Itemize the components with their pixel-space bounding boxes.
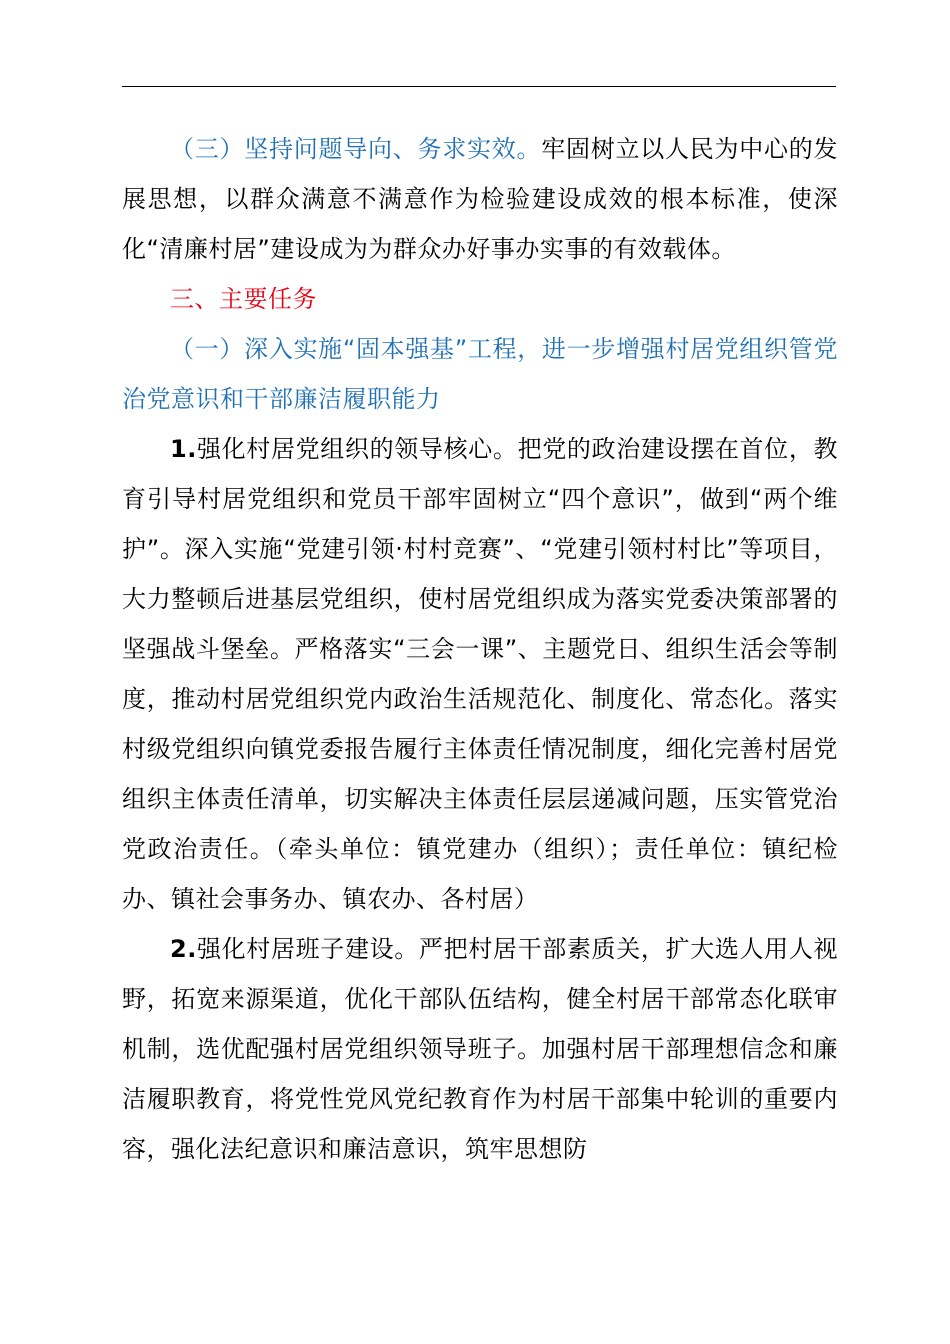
- section-heading-main-tasks: 三、主要任务: [170, 285, 317, 313]
- paragraph-item-1: [122, 424, 838, 924]
- paragraph-text: 强化村居班子建设。严把村居干部素质关，扩大选人用人视野，拓宽来源渠道，优化干部队伍结构，健全村居干部常态化联审机制，选优配强村居党组织领导班子。加强村居干部理想信念和廉洁履职教育，将党性党风党纪教育作为村居干部集中轮训的重要内容，强化法纪意识和廉洁意识，筑牢思想防: [122, 935, 838, 1163]
- paragraph-text: 牢固树立以人民为中心的发展思想，以群众满意不满意作为检验建设成效的根本标准，使深化“清廉村居”建设成为为群众办好事办实事的有效载体。: [122, 135, 838, 263]
- paragraph-principle-three: [122, 124, 838, 274]
- item-number: 1.: [170, 435, 197, 463]
- paragraph-item-2: [122, 924, 838, 1174]
- header-rule: [122, 86, 836, 87]
- section-heading-principle-three: （三）坚持问题导向、务求实效。: [170, 135, 542, 163]
- paragraph-text: 强化村居党组织的领导核心。把党的政治建设摆在首位，教育引导村居党组织和党员干部牢固树立“四个意识”，做到“两个维护”。深入实施“党建引领·村村竞赛”、“党建引领村村比”等项目，大力整顿后进基层党组织，使村居党组织成为落实党委决策部署的坚强战斗堡垒。严格落实“三会一课”、主题党日、组织生活会等制度，推动村居党组织党内政治生活规范化、制度化、常态化。落实村级党组织向镇党委报告履行主体责任情况制度，细化完善村居党组织主体责任清单，切实解决主体责任层层递减问题，压实管党治党政治责任。（牵头单位：镇党建办（组织）；责任单位：镇纪检办、镇社会事务办、镇农办、各村居）: [122, 435, 838, 913]
- subsection-heading-task-one: （一）深入实施“固本强基”工程，进一步增强村居党组织管党治党意识和干部廉洁履职能力: [122, 335, 838, 413]
- document-body: [122, 124, 838, 1174]
- item-number: 2.: [170, 935, 197, 963]
